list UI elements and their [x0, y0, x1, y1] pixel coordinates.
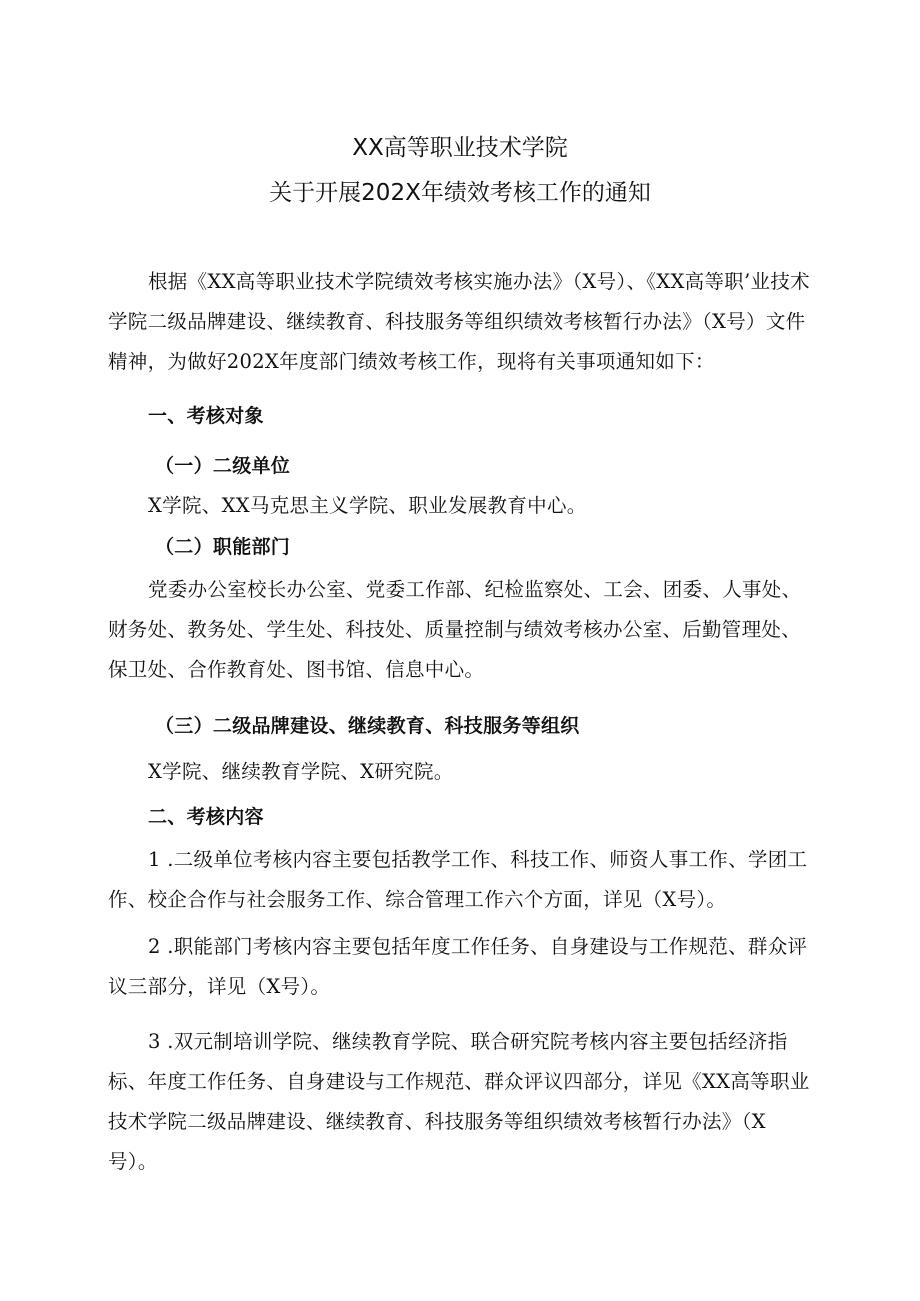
- section1-heading: 一、考核对象: [148, 405, 264, 427]
- section2-heading: 二、考核内容: [148, 806, 264, 828]
- document-title-line1: XX高等职业技术学院: [352, 135, 568, 161]
- section2-item1: 1 .二级单位考核内容主要包括教学工作、科技工作、师资人事工作、学团工作、校企合作与社会服务工作、综合管理工作六个方面，详见（X号）。: [108, 848, 808, 911]
- section1-sub1-text: X学院、XX马克思主义学院、职业发展教育中心。: [148, 494, 587, 517]
- section1-sub2-text: 党委办公室校长办公室、党委工作部、纪检监察处、工会、团委、人事处、财务处、教务处、学生处、科技处、质量控制与绩效考核办公室、后勤管理处、保卫处、合作教育处、图书馆、信息中心。: [108, 578, 802, 681]
- section1-sub3-heading: （三）二级品牌建设、继续教育、科技服务等组织: [155, 715, 580, 737]
- section2-item3: 3 .双元制培训学院、继续教育学院、联合研究院考核内容主要包括经济指标、年度工作任务、自身建设与工作规范、群众评议四部分，详见《XX高等职业技术学院二级品牌建设、继续教育、科技服务等组织绩效考核暂行办法》（X号）。: [108, 1030, 810, 1173]
- document-title-line2: 关于开展202X年绩效考核工作的通知: [269, 180, 651, 206]
- section1-sub1-heading: （一）二级单位: [155, 455, 291, 477]
- section1-sub3-text: X学院、继续教育学院、X研究院。: [148, 760, 454, 783]
- intro-paragraph: 根据《XX高等职业技术学院绩效考核实施办法》（X号）、《XX高等职’业技术学院二级品牌建设、继续教育、科技服务等组织绩效考核暂行办法》（X号）文件精神，为做好202X年度部门绩效考核工作，现将有关事项通知如下：: [108, 270, 810, 373]
- section2-item2: 2 .职能部门考核内容主要包括年度工作任务、自身建设与工作规范、群众评议三部分，详见（X号）。: [108, 935, 808, 998]
- section1-sub2-heading: （二）职能部门: [155, 536, 291, 558]
